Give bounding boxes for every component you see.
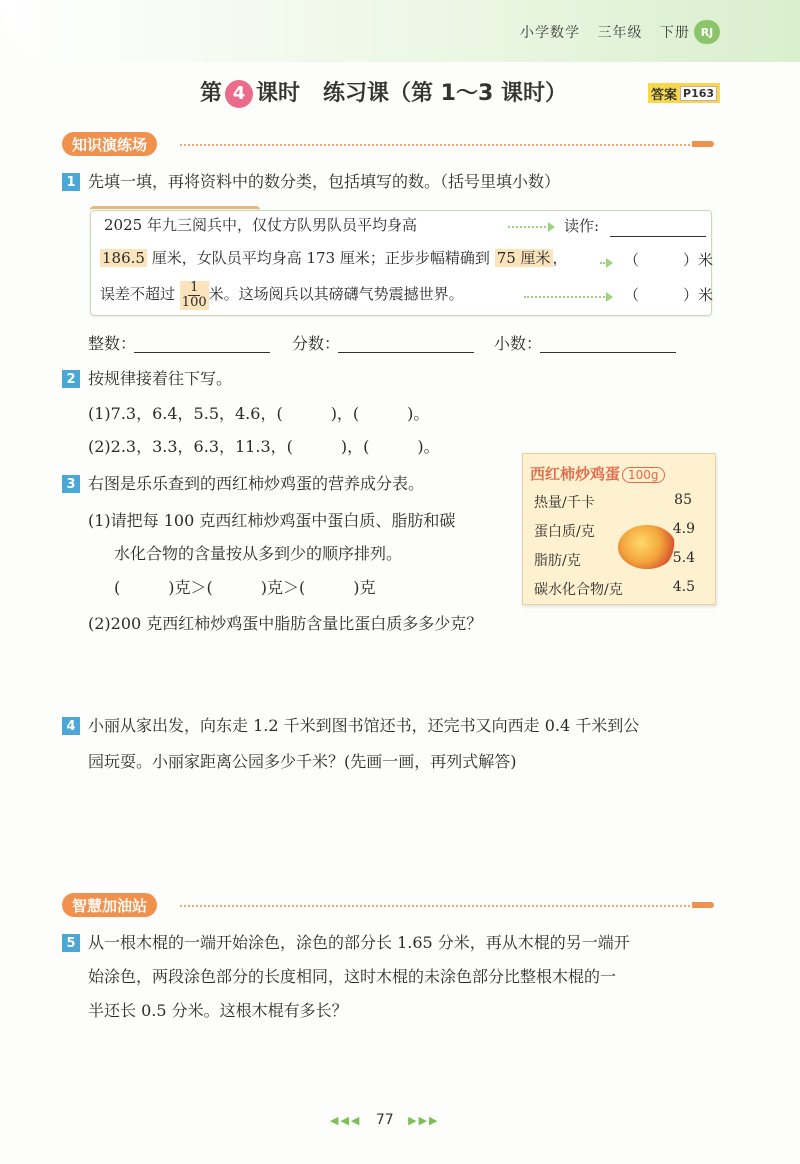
- edition-badge: RJ: [694, 20, 720, 44]
- title-lesson-suffix: 课时: [256, 81, 301, 106]
- fraction-highlight: [180, 281, 209, 310]
- pencil-icon: [692, 902, 714, 908]
- section-practice-pill: 知识演练场: [62, 132, 157, 156]
- passage-line-1: 2025 年九三阅兵中，仅仗方队男队员平均身高: [104, 216, 417, 234]
- answer-label: 答案: [651, 87, 678, 103]
- paren-answer-1[interactable]: [624, 250, 713, 270]
- read-answer-blank[interactable]: [610, 236, 706, 237]
- question-number-2: 2: [62, 370, 80, 388]
- passage-line-2: [100, 248, 568, 268]
- question-2-text: 按规律接着往下写。: [88, 369, 233, 388]
- nutrition-row-value: 4.5: [672, 579, 695, 595]
- nutrition-title-text: 西红柿炒鸡蛋: [530, 465, 621, 483]
- paren-unit: ）米: [683, 251, 714, 269]
- height-value-highlight: 186.5: [102, 249, 145, 267]
- question-number-3: 3: [62, 475, 80, 493]
- paren-open: （: [624, 251, 640, 269]
- question-5-line-3: 半还长 0.5 分米。这根木棍有多长？: [88, 1001, 348, 1020]
- lesson-number-badge: 4: [225, 80, 253, 108]
- subject-label: 小学数学: [520, 25, 580, 41]
- question-5-line-2: 始涂色，两段涂色部分的长度相同，这时木棍的未涂色部分比整根木棍的一: [88, 967, 617, 986]
- question-number-4: 4: [62, 717, 80, 735]
- passage-comma: ，: [552, 249, 568, 267]
- question-number-5: 5: [62, 934, 80, 952]
- arrow-head-icon: [606, 292, 613, 302]
- question-2-line-2: (2)2.3，3.3，6.3，11.3，( )，( )。: [88, 437, 440, 456]
- fraction-label: 分数：: [292, 334, 341, 353]
- nutrition-row-value: 4.9: [672, 521, 695, 537]
- question-1-text: 先填一填，再将资料中的数分类，包括填写的数。（括号里填小数）: [88, 172, 561, 191]
- header-meta: [520, 22, 702, 42]
- arrow-to-paren-2: [524, 296, 608, 298]
- term-label: 下册: [659, 25, 690, 41]
- nutrition-row-label: 热量/千卡: [534, 495, 595, 511]
- question-3-sub2: (2)200 克西红柿炒鸡蛋中脂肪含量比蛋白质多多少克？: [88, 614, 483, 633]
- pencil-icon: [692, 141, 714, 147]
- integer-label: 整数：: [88, 334, 137, 353]
- passage-line-3-rest: 米。这场阅兵以其磅礴气势震撼世界。: [208, 285, 464, 303]
- question-3-sub1-line1: (1)请把每 100 克西红柿炒鸡蛋中蛋白质、脂肪和碳: [88, 511, 456, 530]
- paren-answer-2[interactable]: [624, 285, 713, 305]
- fraction-denominator: 100: [181, 294, 207, 310]
- nutrition-row-value: 5.4: [672, 550, 695, 566]
- question-4-line-2: 园玩耍。小丽家距离公园多少千米？(先画一画，再列式解答): [88, 752, 517, 771]
- nutrition-title: [530, 463, 665, 484]
- decimal-label: 小数：: [494, 334, 543, 353]
- nutrition-row-label: 蛋白质/克: [534, 524, 595, 540]
- question-2-line-1: (1)7.3，6.4，5.5，4.6，( )，( )。: [88, 404, 430, 423]
- arrow-to-read: [508, 226, 550, 228]
- answer-reference[interactable]: [648, 83, 720, 103]
- nutrition-row-label: 脂肪/克: [534, 553, 581, 569]
- passage-line-3-start: 误差不超过: [100, 285, 176, 303]
- read-label: 读作:: [564, 217, 600, 235]
- paren-unit: ）米: [683, 286, 714, 304]
- title-name: 练习课（第 1～3 课时）: [323, 81, 567, 106]
- nutrition-row-value: 85: [674, 492, 692, 508]
- page-title: [200, 76, 567, 108]
- integer-blank[interactable]: [134, 352, 270, 353]
- arrow-head-icon: [606, 258, 613, 268]
- grade-label: 三年级: [597, 25, 643, 41]
- decimal-blank[interactable]: [540, 352, 676, 353]
- passage-line-3: [100, 277, 464, 311]
- fraction-numerator: 1: [190, 279, 199, 295]
- page-footer: [330, 1112, 440, 1128]
- paren-open: （: [624, 286, 640, 304]
- title-prefix: 第: [200, 81, 223, 106]
- question-number-1: 1: [62, 173, 80, 191]
- question-3-text: 右图是乐乐查到的西红柿炒鸡蛋的营养成分表。: [88, 474, 425, 493]
- question-3-sub1-line2: 水化合物的含量按从多到少的顺序排列。: [114, 544, 403, 563]
- stride-value-highlight: 75 厘米: [496, 249, 551, 267]
- nutrition-unit: 100g: [622, 467, 665, 483]
- section-divider: [180, 144, 690, 146]
- left-arrows-icon: ◀◀◀: [330, 1114, 362, 1127]
- arrow-head-icon: [548, 222, 555, 232]
- section-divider: [180, 905, 690, 907]
- question-4-line-1: 小丽从家出发，向东走 1.2 千米到图书馆还书，还完书又向西走 0.4 千米到公: [88, 716, 640, 735]
- right-arrows-icon: ▶▶▶: [408, 1114, 440, 1127]
- nutrition-row-label: 碳水化合物/克: [534, 582, 623, 598]
- section-challenge-pill: 智慧加油站: [62, 893, 157, 917]
- question-5-line-1: 从一根木棍的一端开始涂色，涂色的部分长 1.65 分米，再从木棍的另一端开: [88, 933, 630, 952]
- fraction-blank[interactable]: [338, 352, 474, 353]
- passage-line-2-text: 厘米，女队员平均身高 173 厘米；正步步幅精确到: [151, 249, 490, 267]
- question-3-sub1-line3: ( )克＞( )克＞( )克: [114, 578, 376, 597]
- answer-page: P163: [680, 86, 717, 101]
- page-number: 77: [375, 1112, 394, 1128]
